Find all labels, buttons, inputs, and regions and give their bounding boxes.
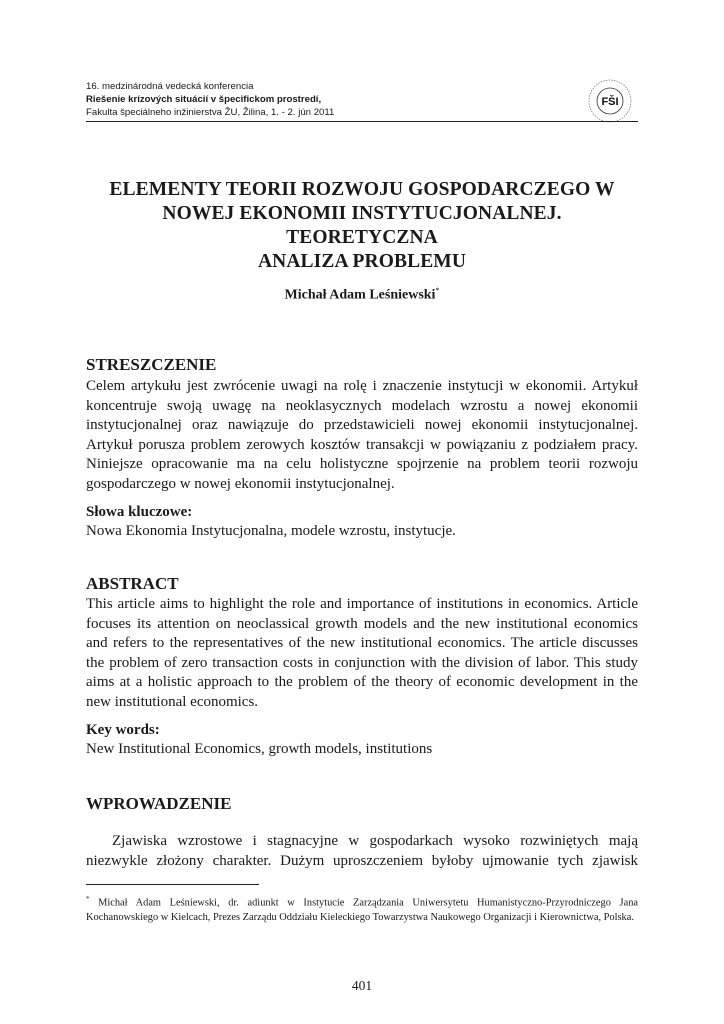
abstract-heading: ABSTRACT — [86, 574, 179, 593]
footnote-mark: * — [86, 895, 90, 903]
title-line-1: ELEMENTY TEORII ROZWOJU GOSPODARCZEGO W — [109, 179, 615, 200]
streszczenie-heading: STRESZCZENIE — [86, 355, 217, 374]
header-line-1: 16. medzinárodná vedecká konferencia — [86, 81, 254, 92]
abstract-text: This article aims to highlight the role and importance of institutions in economics. Article focuses its attention on neoclassical growth models and the new institutional economics and refers to the representatives of the new institutional economics. The article discusses the problem of zero transaction costs in conjunction with the division of labor. This study aims at a holistic approach to the problem of the theory of economic development in the new institutional economics. — [86, 596, 638, 710]
key-words-text: New Institutional Economics, growth models, institutions — [86, 741, 433, 757]
page-number: 401 — [351, 978, 373, 993]
slowa-kluczowe-text: Nowa Ekonomia Instytucjonalna, modele wzrostu, instytucje. — [86, 523, 456, 539]
footnote-divider — [86, 884, 259, 885]
key-words-heading: Key words: — [86, 722, 160, 738]
author-footnote — [86, 892, 638, 925]
paper-title — [86, 178, 638, 274]
header-line-3: Fakulta špeciálneho inžinierstva ŽU, Žilina, 1. - 2. jún 2011 — [86, 107, 335, 118]
title-line-3: ANALIZA PROBLEMU — [258, 251, 466, 272]
conference-header — [86, 80, 638, 119]
author-footnote-mark: * — [435, 286, 440, 295]
author-name — [86, 286, 638, 304]
header-line-2: Riešenie krízových situácií v špecifickom prostredí, — [86, 94, 322, 105]
header-divider — [86, 121, 638, 122]
wprowadzenie-heading: WPROWADZENIE — [86, 794, 232, 813]
author-name-text: Michał Adam Leśniewski — [284, 287, 436, 303]
introduction-text: Zjawiska wzrostowe i stagnacyjne w gospodarkach wysoko rozwiniętych mają niezwykle złożony charakter. Dużym uproszczeniem byłoby ujmowanie tych zjawisk — [86, 833, 638, 869]
footnote-text: Michał Adam Leśniewski, dr. adiunkt w Instytucie Zarządzania Uniwersytetu Humanistyczno-Przyrodniczego Jana Kochanowskiego w Kielcach, Prezes Zarządu Oddziału Kieleckiego Towarzystwa Naukowego Organizacji i Kierownictwa, Polska. — [86, 897, 638, 924]
title-line-2: NOWEJ EKONOMII INSTYTUCJONALNEJ. TEORETYCZNA — [162, 203, 562, 248]
streszczenie-text: Celem artykułu jest zwrócenie uwagi na rolę i znaczenie instytucji w ekonomii. Artykuł koncentruje swoją uwagę na neoklasycznych modelach wzrostu a nowej ekonomii instytucjonalnej oraz nawiązuje do przedstawicieli nowej ekonomii instytucjonalnej. Artykuł porusza problem zerowych kosztów transakcji w powiązaniu z podziałem pracy. Niniejsze opracowanie ma na celu holistyczne spojrzenie na problem teorii rozwoju gospodarczego w nowej ekonomii instytucjonalnej. — [86, 378, 638, 492]
slowa-kluczowe-heading: Słowa kluczowe: — [86, 504, 193, 520]
fsi-logo-icon — [584, 78, 636, 124]
logo-text: FŠI — [601, 96, 619, 108]
